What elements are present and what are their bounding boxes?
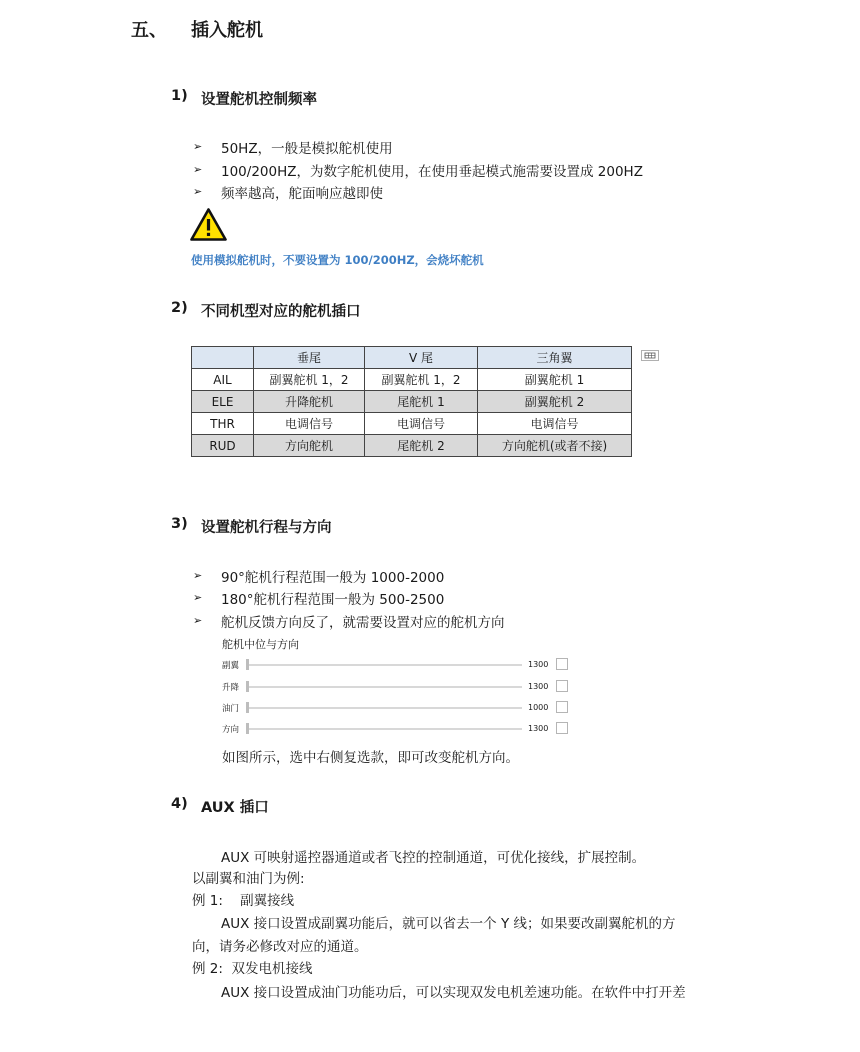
table-header-cell	[192, 347, 254, 369]
s3-note: 如图所示，选中右侧复选款，即可改变舵机方向。	[222, 750, 519, 766]
table-layout-icon[interactable]	[641, 350, 659, 361]
table-cell: 副翼舵机 1，2	[254, 369, 365, 391]
reverse-checkbox[interactable]	[556, 658, 568, 670]
table-cell: 尾舵机 1	[365, 391, 478, 413]
s3-bullet-2: 180°舵机行程范围一般为 500-2500	[221, 592, 445, 608]
reverse-checkbox[interactable]	[556, 680, 568, 692]
table-cell: 方向舵机(或者不接)	[478, 435, 632, 457]
table-cell: ELE	[192, 391, 254, 413]
reverse-checkbox[interactable]	[556, 722, 568, 734]
s3-bullet-3: 舵机反馈方向反了，就需要设置对应的舵机方向	[221, 615, 505, 631]
slider-track[interactable]	[248, 664, 522, 666]
s1-bullet-3: 频率越高，舵面响应越即使	[221, 186, 383, 202]
slider-label: 油门	[222, 704, 240, 714]
table-header-cell: 三角翼	[478, 347, 632, 369]
subsection-4-title: AUX 插口	[201, 800, 269, 816]
table-cell: 副翼舵机 1	[478, 369, 632, 391]
servo-panel-title: 舵机中位与方向	[222, 638, 299, 651]
table-cell: RUD	[192, 435, 254, 457]
table-cell: 尾舵机 2	[365, 435, 478, 457]
table-cell: 电调信号	[365, 413, 478, 435]
reverse-checkbox[interactable]	[556, 701, 568, 713]
section-number: 五、	[131, 20, 167, 41]
subsection-3-title: 设置舵机行程与方向	[201, 520, 332, 536]
bullet-arrow-icon: ➢	[193, 614, 203, 627]
bullet-arrow-icon: ➢	[193, 185, 203, 198]
table-cell: 电调信号	[254, 413, 365, 435]
table-cell: 副翼舵机 1，2	[365, 369, 478, 391]
slider-label: 升降	[222, 683, 240, 693]
table-header-cell: V 尾	[365, 347, 478, 369]
table-cell: 电调信号	[478, 413, 632, 435]
slider-thumb[interactable]	[246, 723, 249, 734]
subsection-3-number: 3)	[171, 516, 188, 532]
table-row	[192, 391, 632, 413]
example-1-title: 例 1: 副翼接线	[192, 893, 295, 909]
example-2-text-line-1: AUX 接口设置成油门功能功后，可以实现双发电机差速功能。在软件中打开差	[221, 985, 686, 1001]
slider-value: 1300	[528, 724, 549, 733]
subsection-1-number: 1)	[171, 88, 188, 104]
table-header-row	[192, 347, 632, 369]
table-row	[192, 369, 632, 391]
subsection-2-number: 2)	[171, 300, 188, 316]
subsection-2-title: 不同机型对应的舵机插口	[201, 304, 361, 320]
example-2-title: 例 2: 双发电机接线	[192, 961, 313, 977]
subsection-4-number: 4)	[171, 796, 188, 812]
s4-paragraph-1: AUX 可映射遥控器通道或者飞控的控制通道，可优化接线，扩展控制。	[221, 850, 646, 866]
bullet-arrow-icon: ➢	[193, 163, 203, 176]
slider-track[interactable]	[248, 686, 522, 688]
slider-value: 1000	[528, 703, 549, 712]
slider-value: 1300	[528, 682, 549, 691]
table-cell: 副翼舵机 2	[478, 391, 632, 413]
slider-track[interactable]	[248, 728, 522, 730]
section-title: 插入舵机	[191, 20, 263, 41]
bullet-arrow-icon: ➢	[193, 140, 203, 153]
s1-bullet-2: 100/200HZ，为数字舵机使用，在使用垂起模式施需要设置成 200HZ	[221, 164, 643, 180]
slider-thumb[interactable]	[246, 659, 249, 670]
warning-text: 使用模拟舵机时，不要设置为 100/200HZ，会烧坏舵机	[191, 253, 484, 267]
slider-track[interactable]	[248, 707, 522, 709]
slider-label: 方向	[222, 725, 240, 735]
table-cell: 方向舵机	[254, 435, 365, 457]
example-1-text-line-2: 向，请务必修改对应的通道。	[192, 939, 368, 955]
s3-bullet-1: 90°舵机行程范围一般为 1000-2000	[221, 570, 445, 586]
s1-bullet-1: 50HZ，一般是模拟舵机使用	[221, 141, 393, 157]
example-1-text-line-1: AUX 接口设置成副翼功能后，就可以省去一个 Y 线；如果要改副翼舵机的方	[221, 916, 676, 932]
s4-paragraph-2: 以副翼和油门为例:	[192, 871, 305, 887]
subsection-1-title: 设置舵机控制频率	[201, 92, 317, 108]
table-row	[192, 413, 632, 435]
servo-port-table	[191, 346, 632, 457]
warning-triangle-icon	[190, 208, 227, 241]
bullet-arrow-icon: ➢	[193, 591, 203, 604]
slider-thumb[interactable]	[246, 702, 249, 713]
slider-value: 1300	[528, 660, 549, 669]
table-cell: AIL	[192, 369, 254, 391]
bullet-arrow-icon: ➢	[193, 569, 203, 582]
slider-thumb[interactable]	[246, 681, 249, 692]
slider-label: 副翼	[222, 661, 240, 671]
table-cell: 升降舵机	[254, 391, 365, 413]
table-header-cell: 垂尾	[254, 347, 365, 369]
table-cell: THR	[192, 413, 254, 435]
table-row	[192, 435, 632, 457]
